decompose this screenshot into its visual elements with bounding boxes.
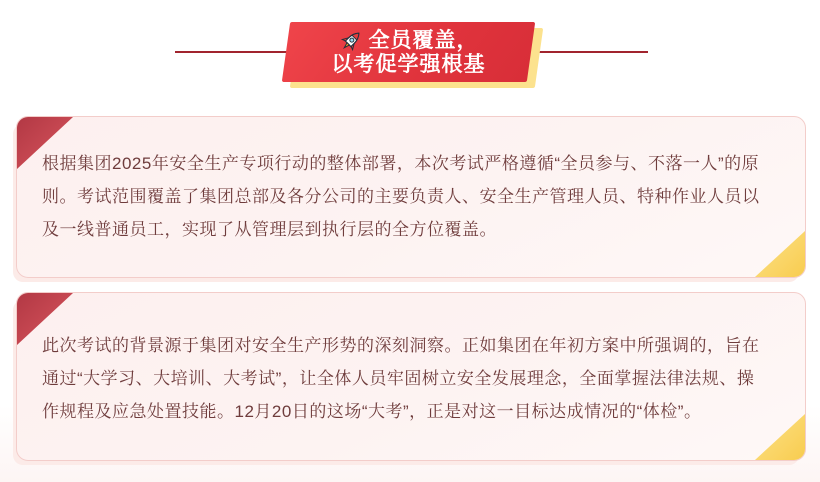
- background-paragraph: [42, 329, 785, 428]
- paragraph-line: 此次考试的背景源于集团对安全生产形势的深刻洞察。正如集团在年初方案中所强调的，旨在: [42, 336, 760, 355]
- paragraph-line: 通过“大学习、大培训、大考试”，让全体人员牢固树立安全发展理念，全面掌握法律法规、操: [42, 369, 755, 388]
- paragraph-line: 根据集团2025年安全生产专项行动的整体部署，本次考试严格遵循“全员参与、不落一人”的原: [42, 154, 760, 173]
- paragraph-line: 及一线普通员工，实现了从管理层到执行层的全方位覆盖。: [42, 220, 497, 239]
- divider-line-left: [175, 51, 296, 53]
- paragraph-line: 作规程及应急处置技能。12月20日的这场“大考”，正是对这一目标达成情况的“体检”。: [42, 402, 702, 421]
- paragraph-line: 则。考试范围覆盖了集团总部及各分公司的主要负责人、安全生产管理人员、特种作业人员以: [42, 187, 760, 206]
- banner-text-line1: 全员覆盖，: [368, 29, 479, 52]
- card-background: [16, 292, 806, 461]
- banner-plate: [282, 22, 535, 82]
- coverage-paragraph: [42, 147, 785, 246]
- divider-line-right: [523, 51, 648, 53]
- banner-text-line2: 以考促学强根基: [331, 52, 486, 76]
- banner-title: [286, 22, 531, 82]
- card-coverage: [16, 116, 806, 278]
- rocket-icon: [339, 29, 363, 53]
- header-banner: [286, 22, 531, 82]
- banner-title-line1: [339, 29, 479, 53]
